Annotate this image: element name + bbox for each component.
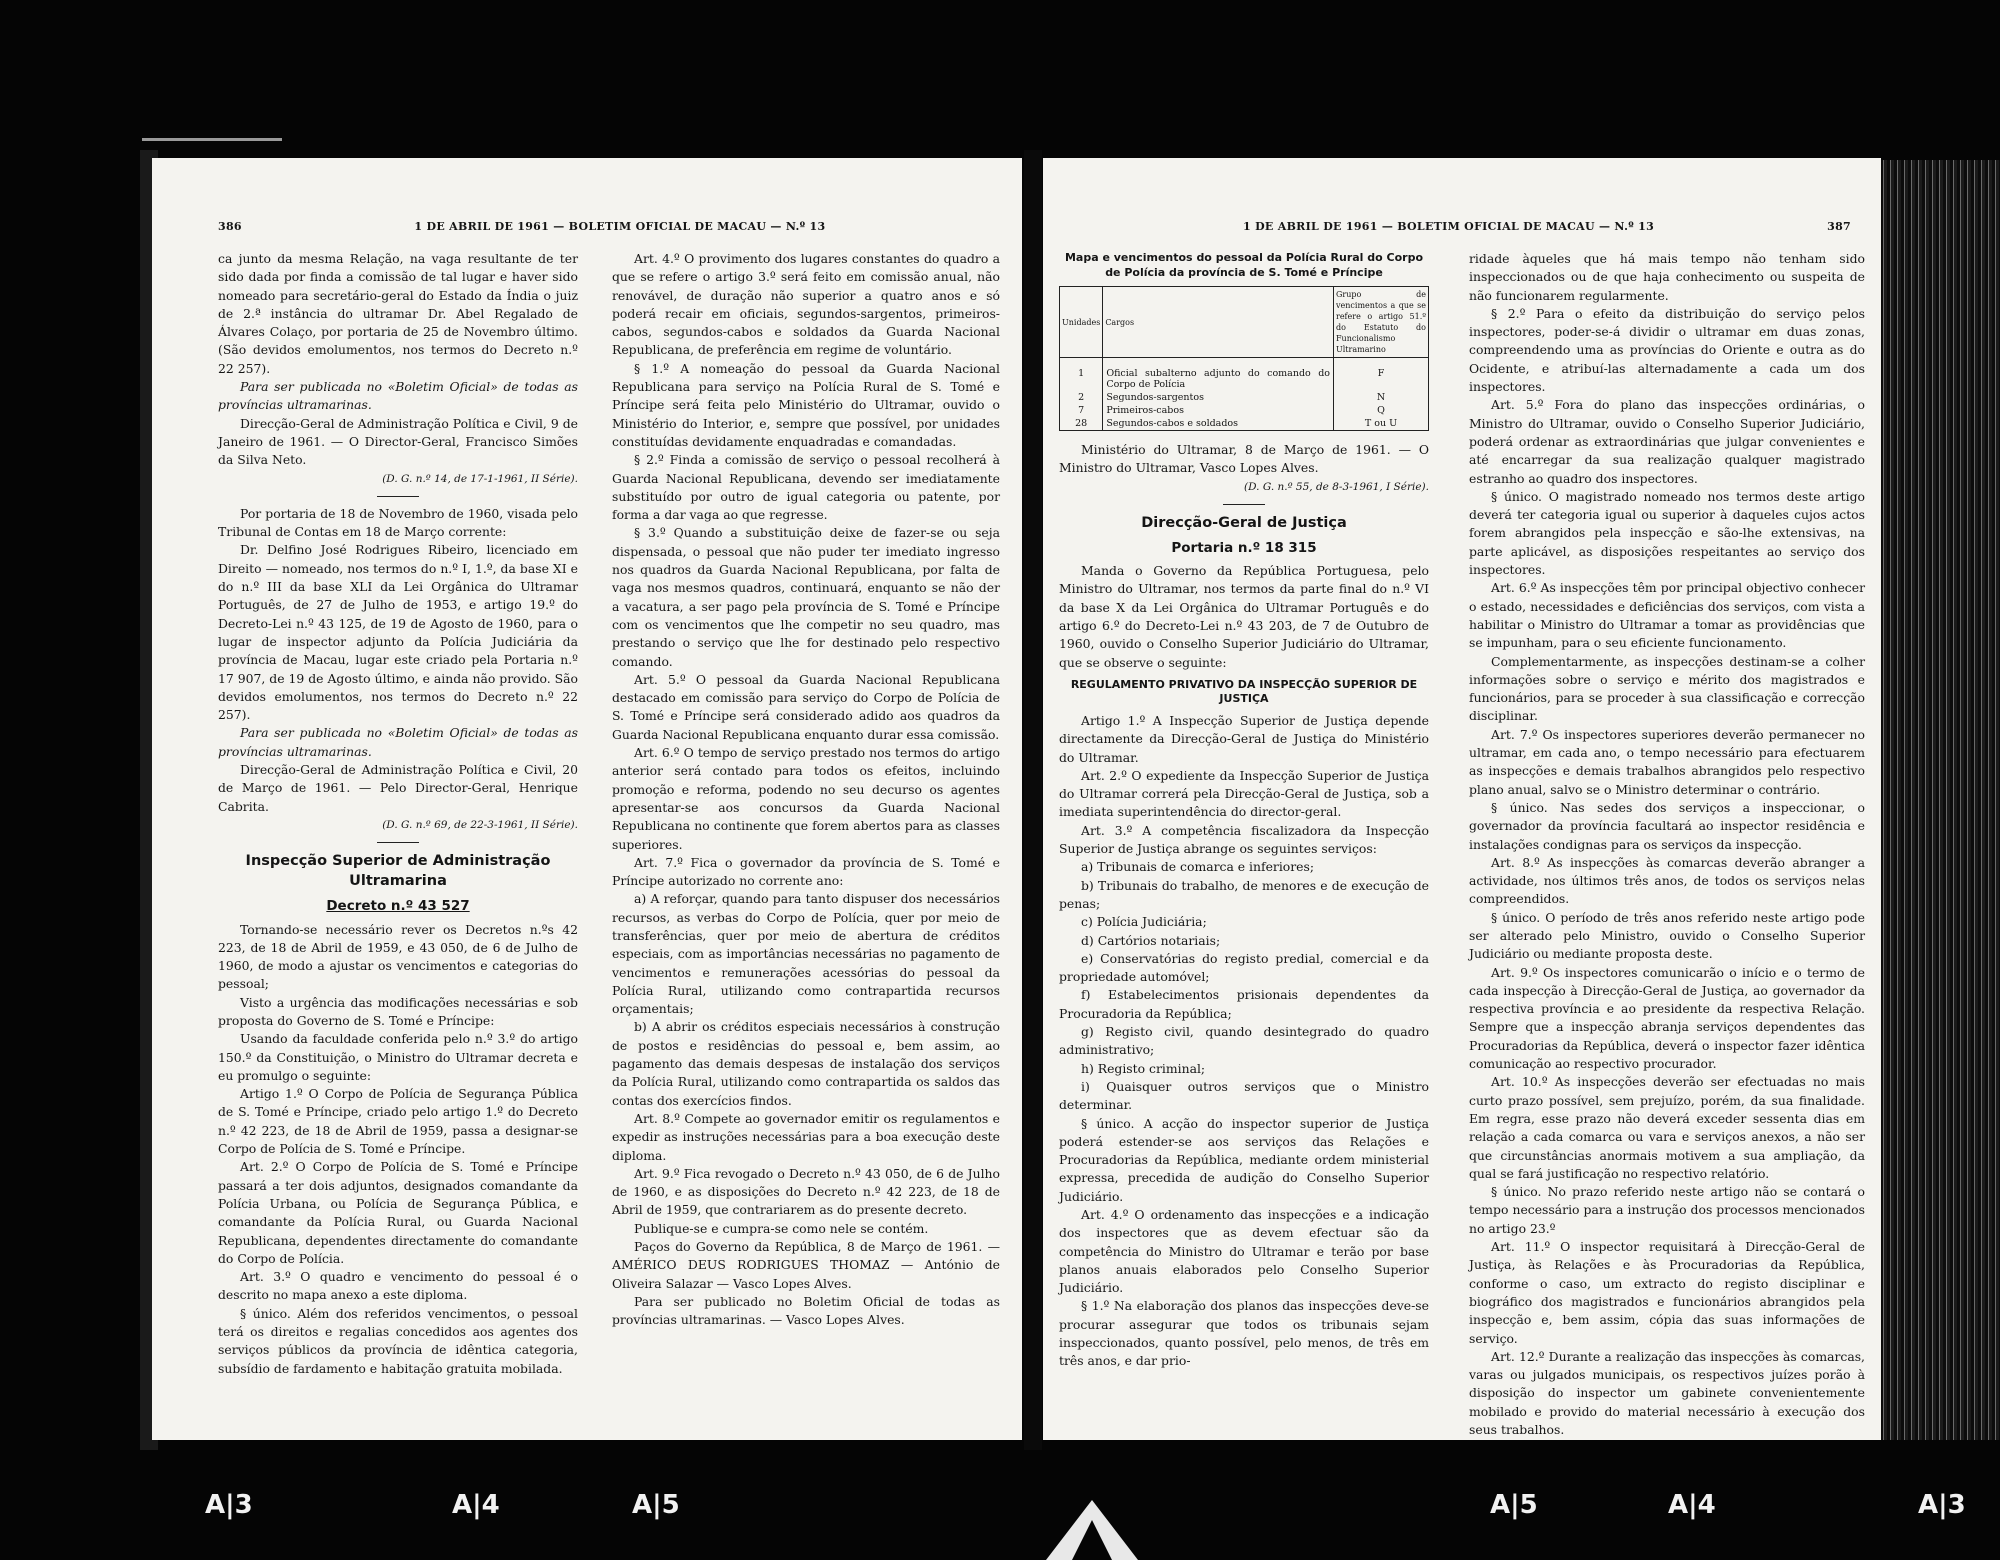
decree-title: Decreto n.º 43 527	[326, 898, 470, 915]
article: Artigo 1.º O Corpo de Polícia de Segurança Pública de S. Tomé e Príncipe, criado pelo artigo 1.º do Decreto n.º 42 223, de 18 de Abril de 1959, passa a designar-se Corpo de Polícia de S. Tomé e Príncipe.	[218, 1086, 578, 1157]
paragraph: ridade àqueles que há mais tempo não tenham sido inspeccionados ou de que haja conhecimento ou suspeita de não funcionarem regularmente.	[1469, 251, 1865, 303]
list-item: a) Tribunais de comarca e inferiores;	[1081, 859, 1315, 875]
publication-note: Para ser publicada no «Boletim Oficial» de todas as províncias ultramarinas.	[218, 379, 578, 413]
table-cell: 1	[1060, 358, 1103, 392]
article: a) A reforçar, quando para tanto dispuser dos necessários recursos, as verbas do Corpo de Polícia, quer por meio de transferências, quer por meio de abertura de créditos especiais, com as importâncias necessárias no pagamento de vencimentos e remunerações acessórias do pessoal da Polícia Rural, utilizando como contrapartida recursos orçamentais;	[612, 891, 1000, 1017]
list-item: g) Registo civil, quando desintegrado do quadro administrativo;	[1059, 1024, 1429, 1058]
article: Art. 4.º O ordenamento das inspecções e a indicação dos inspectores que as devem efectuar são da competência do Ministro do Ultramar e terão por base planos anuais elaborados pelo Conselho Superior Judiciário.	[1059, 1206, 1429, 1296]
table-cell: 28	[1060, 417, 1103, 431]
table-header: Unidades	[1060, 287, 1103, 358]
article: § 2.º Para o efeito da distribuição do serviço pelos inspectores, poder-se-á dividir o ultramar em duas zonas, compreendendo uma as províncias do Oriente e outra as do Ocidente, e atribuí-las alternadamente a cada um dos inspectores.	[1469, 305, 1865, 395]
article: § único. Nas sedes dos serviços a inspeccionar, o governador da província facultará ao inspector residência e instalações condignas para os serviços da inspecção.	[1469, 799, 1865, 852]
right-page	[1043, 158, 1881, 1440]
paragraph: Usando da faculdade conferida pelo n.º 3.º do artigo 150.º da Constituição, o Ministro do Ultramar decreta e eu promulgo o seguinte:	[218, 1031, 578, 1083]
portaria-title: Portaria n.º 18 315	[1171, 539, 1317, 556]
header-title: 1 DE ABRIL DE 1961 — BOLETIM OFICIAL DE MACAU — N.º 13	[1243, 220, 1655, 233]
table-row	[1060, 358, 1429, 392]
article: § único. A acção do inspector superior de Justiça poderá estender-se aos serviços das Relações e Procuradorias da República, mediante ordem ministerial expressa, precedida de audição do Conselho Superior Judiciário.	[1059, 1115, 1429, 1204]
separator	[377, 842, 419, 843]
paragraph: Tornando-se necessário rever os Decretos n.ºs 42 223, de 18 de Abril de 1959, e 43 050, de 6 de Julho de 1960, de modo a ajustar os vencimentos e categorias do pessoal;	[218, 921, 578, 992]
reference: (D. G. n.º 14, de 17-1-1961, II Série).	[382, 472, 578, 485]
left-column-2	[612, 250, 1000, 1330]
map-title: Mapa e vencimentos do pessoal da Polícia Rural do Corpo de Polícia da província de S. Tomé e Príncipe	[1064, 251, 1424, 279]
article: Art. 9.º Fica revogado o Decreto n.º 43 050, de 6 de Julho de 1960, e as disposições do Decreto n.º 42 223, de 18 de Abril de 1959, que contrariarem as do presente decreto.	[612, 1165, 1000, 1218]
book-spine	[1024, 150, 1042, 1450]
publication-note: Para ser publicado no Boletim Oficial de todas as províncias ultramarinas. — Vasco Lopes Alves.	[612, 1293, 1000, 1328]
article: Art. 3.º A competência fiscalizadora da Inspecção Superior de Justiça abrange os seguintes serviços:	[1059, 822, 1429, 857]
table-header: Cargos	[1103, 287, 1334, 358]
table-cell: 2	[1060, 391, 1103, 404]
signature-line: Direcção-Geral de Administração Política e Civil, 20 de Março de 1961. — Pelo Director-Geral, Henrique Cabrita.	[218, 762, 578, 814]
reference: (D. G. n.º 55, de 8-3-1961, I Série).	[1244, 480, 1429, 493]
frame-label: A|4	[1668, 1490, 1716, 1520]
article: § único. O período de três anos referido neste artigo pode ser alterado pelo Ministro, ouvido o Conselho Superior Judiciário ou mediante proposta deste.	[1469, 909, 1865, 962]
article: Complementarmente, as inspecções destinam-se a colher informações sobre o serviço e mérito dos magistrados e funcionários, para se proceder à sua classificação e correcção disciplinar.	[1469, 653, 1865, 724]
publication-note: Para ser publicada no «Boletim Oficial» de todas as províncias ultramarinas.	[218, 725, 578, 759]
table-cell: T ou U	[1334, 417, 1429, 431]
list-item: d) Cartórios notariais;	[1081, 932, 1221, 948]
table-cell: Oficial subalterno adjunto do comando do Corpo de Polícia	[1103, 358, 1334, 392]
separator	[1223, 504, 1265, 505]
article: Art. 7.º Os inspectores superiores deverão permanecer no ultramar, em cada ano, o tempo necessário para efectuarem as inspecções e demais trabalhos abrangidos pelo respectivo plano anual, salvo se o Ministro determinar o contrário.	[1469, 726, 1865, 797]
article: § 1.º A nomeação do pessoal da Guarda Nacional Republicana para serviço na Polícia Rural de S. Tomé e Príncipe será feita pelo Ministério do Ultramar, ouvido o Ministério do Interior, e, sempre que possível, por unidades constituídas devidamente enquadradas e comandadas.	[612, 360, 1000, 449]
table-cell: 7	[1060, 404, 1103, 417]
article: Art. 4.º O provimento dos lugares constantes do quadro a que se refere o artigo 3.º será feito em comissão anual, não renovável, de duração não superior a quatro anos e só poderá recair em oficiais, segundos-sargentos, primeiros-cabos, segundos-cabos e soldados da Guarda Nacional Republicana, de preferência em regime de voluntário.	[612, 251, 1000, 358]
article: Art. 8.º As inspecções às comarcas deverão abranger a actividade, nos últimos três anos, de todos os serviços nelas compreendidos.	[1469, 854, 1865, 907]
article: Art. 5.º O pessoal da Guarda Nacional Republicana destacado em comissão para serviço do Corpo de Polícia de S. Tomé e Príncipe será considerado adido aos quadros da Guarda Nacional Republicana enquanto durar essa comissão.	[612, 671, 1000, 742]
article: § único. No prazo referido neste artigo não se contará o tempo necessário para a instrução dos processos mencionados no artigo 23.º	[1469, 1184, 1865, 1236]
table-row	[1060, 417, 1429, 431]
list-item: e) Conservatórias do registo predial, comercial e da propriedade automóvel;	[1059, 950, 1429, 985]
page-stack-edges	[1880, 160, 2000, 1440]
list-item: f) Estabelecimentos prisionais dependentes da Procuradoria da República;	[1059, 987, 1429, 1021]
center-notch-inner	[1072, 1520, 1112, 1560]
right-column-2	[1469, 250, 1865, 1439]
table-cell: Segundos-cabos e soldados	[1103, 417, 1334, 431]
paragraph: Por portaria de 18 de Novembro de 1960, visada pelo Tribunal de Contas em 18 de Março corrente:	[218, 505, 578, 540]
table-cell: F	[1334, 358, 1429, 392]
frame-label: A|5	[632, 1490, 680, 1520]
running-head	[1243, 220, 1851, 233]
header-title: 1 DE ABRIL DE 1961 — BOLETIM OFICIAL DE MACAU — N.º 13	[414, 220, 826, 233]
article: Art. 2.º O Corpo de Polícia de S. Tomé e Príncipe passará a ter dois adjuntos, designados comandante da Polícia Urbana, ou Polícia de Segurança Pública, e comandante da Polícia Rural, ou Guarda Nacional Republicana, dependentes directamente do comandante do Corpo de Polícia.	[218, 1159, 578, 1266]
article: § único. Além dos referidos vencimentos, o pessoal terá os direitos e regalias concedidos aos agentes dos serviços públicos da província de idêntica categoria, subsídio de fardamento e habitação gratuita mobilada.	[218, 1305, 578, 1376]
frame-label: A|4	[452, 1490, 500, 1520]
frame-label: A|5	[1490, 1490, 1538, 1520]
article: b) A abrir os créditos especiais necessários à construção de postos e residências do pessoal e, bem assim, ao pagamento das demais despesas de instalação dos serviços da Polícia Rural, utilizando como contrapartida os saldos das contas dos exercícios findos.	[612, 1019, 1000, 1108]
list-item: i) Quaisquer outros serviços que o Ministro determinar.	[1059, 1078, 1429, 1113]
article: Art. 9.º Os inspectores comunicarão o início e o termo de cada inspecção à Direcção-Geral de Justiça, ao governador da respectiva província e ao presidente da respectiva Relação. Sempre que a inspecção abranja serviços dependentes das Procuradorias da República, deverá o inspector fazer idêntica comunicação ao respectivo procurador.	[1469, 964, 1865, 1072]
article: Art. 6.º O tempo de serviço prestado nos termos do artigo anterior será contado para todos os efeitos, incluindo promoção e reforma, podendo no seu decurso os agentes apresentar-se aos concursos da Guarda Nacional Republicana no continente que forem abertos para as classes superiores.	[612, 745, 1000, 852]
staff-table	[1059, 286, 1429, 431]
paragraph: Manda o Governo da República Portuguesa, pelo Ministro do Ultramar, nos termos da parte final do n.º VI da base X da Lei Orgânica do Ultramar Português e do artigo 6.º do Decreto-Lei n.º 43 203, de 7 de Outubro de 1960, ouvido o Conselho Superior Judiciário do Ultramar, que se observe o seguinte:	[1059, 563, 1429, 670]
article: Art. 8.º Compete ao governador emitir os regulamentos e expedir as instruções necessárias para a boa execução deste diploma.	[612, 1110, 1000, 1163]
article: Artigo 1.º A Inspecção Superior de Justiça depende directamente da Direcção-Geral de Justiça do Ministério do Ultramar.	[1059, 712, 1429, 765]
scan-artifact	[142, 138, 282, 141]
table-cell: Q	[1334, 404, 1429, 417]
article: Art. 11.º O inspector requisitará à Direcção-Geral de Justiça, às Relações e às Procuradorias da República, conforme o caso, um extracto do registo disciplinar e biográfico dos magistrados e funcionários abrangidos pela inspecção e, bem assim, cópia das suas informações de serviço.	[1469, 1239, 1865, 1346]
page-number: 386	[218, 220, 242, 233]
running-head	[218, 220, 998, 233]
frame-label: A|3	[205, 1490, 253, 1520]
list-item: b) Tribunais do trabalho, de menores e de execução de penas;	[1059, 877, 1429, 911]
article: Art. 5.º Fora do plano das inspecções ordinárias, o Ministro do Ultramar, ouvido o Conselho Superior Judiciário, poderá ordenar as extraordinárias que julgar convenientes e até encarregar da sua realização qualquer magistrado estranho ao quadro dos inspectores.	[1469, 397, 1865, 486]
list-item: h) Registo criminal;	[1081, 1060, 1206, 1076]
article: Art. 7.º Fica o governador da província de S. Tomé e Príncipe autorizado no corrente ano:	[612, 854, 1000, 889]
signature-line: Direcção-Geral de Administração Política e Civil, 9 de Janeiro de 1961. — O Director-Geral, Francisco Simões da Silva Neto.	[218, 415, 578, 468]
table-cell: N	[1334, 391, 1429, 404]
frame-label: A|3	[1918, 1490, 1966, 1520]
page-number: 387	[1827, 220, 1851, 233]
table-row	[1060, 391, 1429, 404]
article: § 1.º Na elaboração dos planos das inspecções deve-se procurar assegurar que todos os tribunais sejam inspeccionados, quanto possível, pelo menos, de três em três anos, e dar prio-	[1059, 1298, 1429, 1369]
left-column-1	[218, 250, 578, 1378]
section-heading: Inspecção Superior de Administração Ultramarina	[245, 853, 551, 890]
article: Art. 3.º O quadro e vencimento do pessoal é o descrito no mapa anexo a este diploma.	[218, 1269, 578, 1303]
regulation-title: REGULAMENTO PRIVATIVO DA INSPECÇÃO SUPERIOR DE JUSTIÇA	[1070, 677, 1418, 705]
article: Art. 2.º O expediente da Inspecção Superior de Justiça do Ultramar correrá pela Direcção-Geral de Justiça, sob a imediata superintendência do director-geral.	[1059, 767, 1429, 820]
table-cell: Primeiros-cabos	[1103, 404, 1334, 417]
signature-line: Ministério do Ultramar, 8 de Março de 1961. — O Ministro do Ultramar, Vasco Lopes Alves.	[1059, 442, 1429, 476]
article: § 2.º Finda a comissão de serviço o pessoal recolherá à Guarda Nacional Republicana, devendo ser imediatamente substituído por outro de igual categoria ou patente, por forma a dar vaga ao que regresse.	[612, 452, 1000, 523]
article: Art. 6.º As inspecções têm por principal objectivo conhecer o estado, necessidades e deficiências dos serviços, com vista a habilitar o Ministro do Ultramar a tomar as providências que se impunham, para o seu eficiente funcionamento.	[1469, 580, 1865, 651]
right-column-1	[1059, 250, 1429, 1371]
article: § único. O magistrado nomeado nos termos deste artigo deverá ter categoria igual ou superior à daqueles cujos actos forem abrangidos pela inspecção e são-lhe extensivas, na parte aplicável, as disposições respeitantes ao serviço dos inspectores.	[1469, 488, 1865, 578]
left-page	[152, 158, 1022, 1440]
reference: (D. G. n.º 69, de 22-3-1961, II Série).	[382, 818, 578, 831]
paragraph: ca junto da mesma Relação, na vaga resultante de ter sido dada por finda a comissão de tal lugar e haver sido nomeado para secretário-geral do Estado da Índia o juiz de 2.ª instância do ultramar Dr. Abel Regalado de Álvares Colaço, por portaria de 25 de Novembro último. (São devidos emolumentos, nos termos do Decreto n.º 22 257).	[218, 251, 578, 376]
paragraph: Visto a urgência das modificações necessárias e sob proposta do Governo de S. Tomé e Príncipe:	[218, 994, 578, 1028]
table-cell: Segundos-sargentos	[1103, 391, 1334, 404]
article: § 3.º Quando a substituição deixe de fazer-se ou seja dispensada, o pessoal que não puder ter imediato ingresso nos quadros da Guarda Nacional Republicana, por falta de vaga nos mesmos quadros, continuará, enquanto se não der a vacatura, a ser pago pela província de S. Tomé e Príncipe com os vencimentos que lhe competir no seu quadro, mas prestando o serviço que lhe for destinado pelo respectivo comando.	[612, 525, 1000, 669]
section-heading: Direcção-Geral de Justiça	[1141, 514, 1347, 531]
paragraph: Publique-se e cumpra-se como nele se contém.	[634, 1220, 929, 1236]
article: Art. 10.º As inspecções deverão ser efectuadas no mais curto prazo possível, sem prejuízo, porém, da sua finalidade. Em regra, esse prazo não deverá exceder sessenta dias em relação a cada comarca ou vara e serviços anexos, a não ser que circunstâncias anormais motivem a sua ampliação, da qual se fará justificação no respectivo relatório.	[1469, 1074, 1865, 1181]
signature-line: Paços do Governo da República, 8 de Março de 1961. — AMÉRICO DEUS RODRIGUES THOMAZ — António de Oliveira Salazar — Vasco Lopes Alves.	[612, 1239, 1000, 1291]
table-header: Grupo de vencimentos a que se refere o artigo 51.º do Estatuto do Funcionalismo Ultramarino	[1334, 287, 1429, 358]
table-row	[1060, 404, 1429, 417]
separator	[377, 496, 419, 497]
article: Art. 12.º Durante a realização das inspecções às comarcas, varas ou julgados municipais, os respectivos juízes porão à disposição do inspector um gabinete convenientemente mobilado e provido do material necessário à execução dos seus trabalhos.	[1469, 1348, 1865, 1437]
list-item: c) Polícia Judiciária;	[1081, 914, 1207, 930]
paragraph: Dr. Delfino José Rodrigues Ribeiro, licenciado em Direito — nomeado, nos termos do n.º I, 1.º, da base XI e do n.º III da base XLI da Lei Orgânica do Ultramar Português, de 27 de Julho de 1953, e artigo 19.º do Decreto-Lei n.º 43 125, de 19 de Agosto de 1960, para o lugar de inspector adjunto da Polícia Judiciária da província de Macau, lugar este criado pela Portaria n.º 17 907, de 19 de Agosto último, e ainda não provido. São devidos emolumentos, nos termos do Decreto n.º 22 257).	[218, 542, 578, 723]
